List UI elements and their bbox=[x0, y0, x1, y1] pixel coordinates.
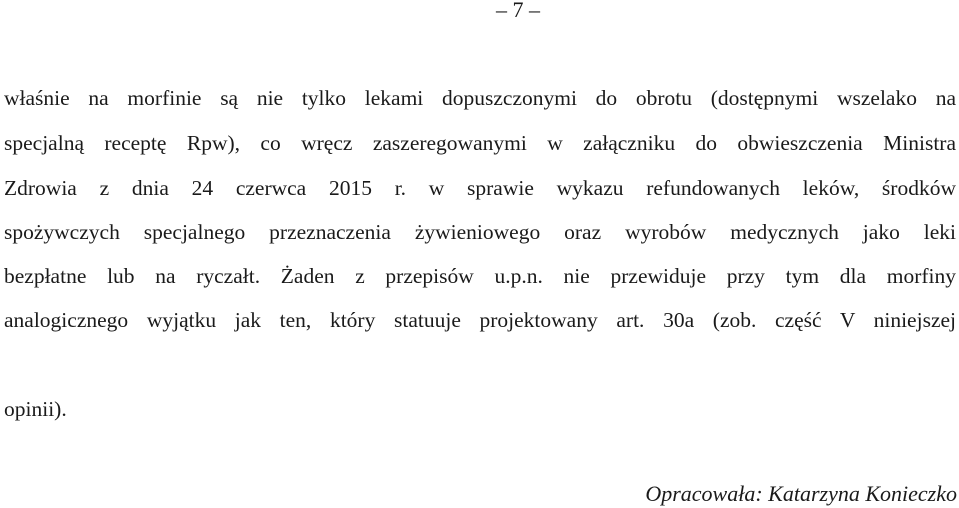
text-line: specjalną receptę Rpw), co wręcz zaszeregowanymi w załączniku do obwieszczenia Ministra bbox=[4, 131, 956, 155]
text-line: bezpłatne lub na ryczałt. Żaden z przepisów u.p.n. nie przewiduje przy tym dla morfiny bbox=[4, 264, 956, 288]
text-line: właśnie na morfinie są nie tylko lekami dopuszczonymi do obrotu (dostępnymi wszelako na bbox=[4, 86, 956, 110]
text-line: analogicznego wyjątku jak ten, który statuuje projektowany art. 30a (zob. część V niniejszej bbox=[4, 308, 956, 332]
page-number-text: – 7 – bbox=[496, 0, 540, 22]
text-line: Zdrowia z dnia 24 czerwca 2015 r. w sprawie wykazu refundowanych leków, środków bbox=[4, 176, 956, 200]
text-line: opinii). bbox=[4, 397, 67, 421]
page-number bbox=[0, 0, 959, 24]
author-signature: Opracowała: Katarzyna Konieczko bbox=[645, 481, 957, 506]
text-line: spożywczych specjalnego przeznaczenia żywieniowego oraz wyrobów medycznych jako leki bbox=[4, 220, 956, 244]
